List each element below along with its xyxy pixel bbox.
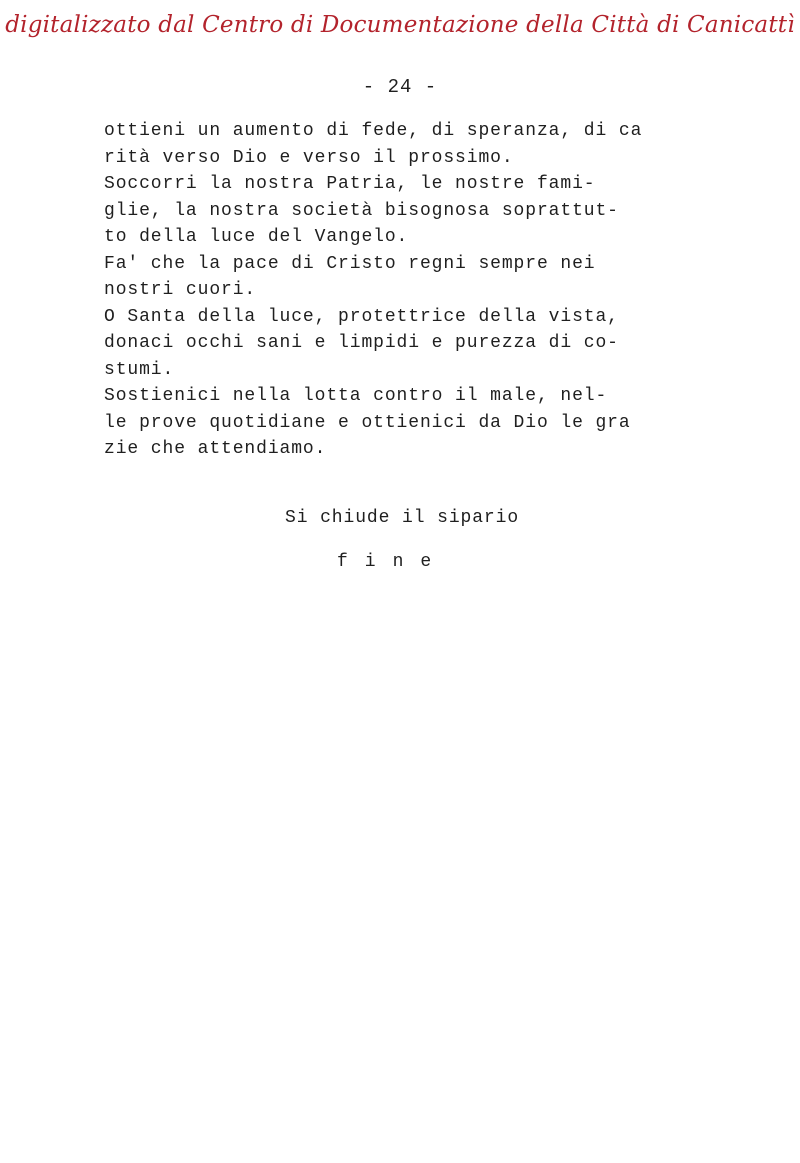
text-line: Sostienici nella lotta contro il male, nel- (104, 386, 608, 406)
text-line: O Santa della luce, protettrice della vista, (104, 306, 619, 327)
text-line: le prove quotidiane e ottienici da Dio le gra (104, 412, 631, 433)
page-number: - 24 - (362, 76, 438, 98)
text-line: donaci occhi sani e limpidi e purezza di co- (104, 333, 619, 353)
text-line: Fa' che la pace di Cristo regni sempre nei (104, 253, 596, 274)
text-line: zie che attendiamo. (104, 439, 327, 459)
text-line: stumi. (104, 359, 175, 380)
end-marker: fine (337, 552, 449, 572)
prayer-text (104, 118, 704, 463)
text-line: Soccorri la nostra Patria, le nostre fami- (104, 174, 596, 194)
text-line: glie, la nostra società bisognosa soprattut- (104, 200, 619, 221)
text-line: nostri cuori. (104, 280, 257, 300)
digitization-watermark: digitalizzato dal Centro di Documentazione della Città di Canicattì (5, 12, 795, 38)
text-line: to della luce del Vangelo. (104, 227, 409, 247)
text-line: ottieni un aumento di fede, di speranza, di ca (104, 121, 643, 141)
stage-direction: Si chiude il sipario (285, 508, 520, 528)
text-line: rità verso Dio e verso il prossimo. (104, 147, 514, 168)
